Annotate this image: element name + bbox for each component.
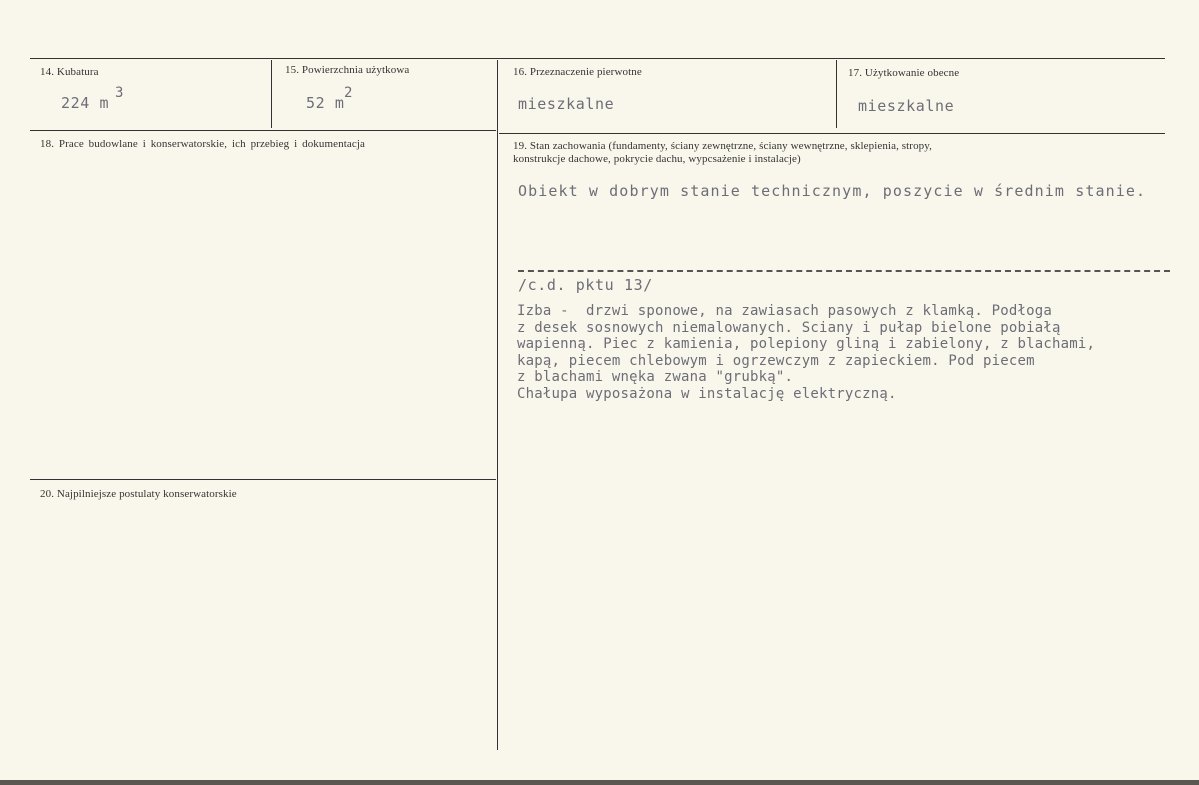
field-14-label: 14. Kubatura (40, 66, 99, 78)
field-16-value: mieszkalne (518, 95, 615, 113)
field-18-label: 18. Prace budowlane i konserwatorskie, ich przebieg i dokumentacja (40, 138, 365, 150)
row3-rule-left (30, 479, 496, 480)
divider-14-15 (271, 60, 272, 128)
continuation-heading: /c.d. pktu 13/ (518, 276, 653, 294)
field-15-value: 52 m (306, 94, 345, 112)
row2-rule-right (499, 133, 1165, 134)
dashed-separator (518, 270, 1170, 272)
divider-15-16 (497, 60, 498, 750)
field-17-label: 17. Użytkowanie obecne (848, 67, 960, 79)
divider-16-17 (836, 60, 837, 128)
card-bottom-edge (0, 780, 1199, 785)
field-19-value: Obiekt w dobrym stanie technicznym, poszycie w średnim stanie. (518, 182, 1147, 200)
continuation-text (517, 303, 1095, 402)
field-19-label-line2: konstrukcje dachowe, pokrycie dachu, wypcsażenie i instalacje) (513, 153, 801, 165)
continuation-line: kapą, piecem chlebowym i ogrzewczym z zapieckiem. Pod piecem (517, 352, 1035, 369)
continuation-line: z desek sosnowych niemalowanych. Sciany i pułap bielone pobiałą (517, 319, 1061, 336)
field-20-label: 20. Najpilniejsze postulaty konserwatorskie (40, 488, 237, 500)
field-15-label: 15. Powierzchnia użytkowa (285, 64, 410, 76)
field-14-exponent: 3 (115, 85, 124, 101)
field-17-value: mieszkalne (858, 97, 955, 115)
field-14-value: 224 m (61, 94, 110, 112)
continuation-line: z blachami wnęka zwana "grubką". (517, 369, 794, 385)
continuation-line: Izba - drzwi sponowe, na zawiasach pasowych z klamką. Podłoga (517, 303, 1052, 319)
field-15-exponent: 2 (344, 85, 353, 101)
row2-rule-left (30, 130, 496, 131)
field-19-label-line1: 19. Stan zachowania (fundamenty, ściany zewnętrzne, ściany wewnętrzne, sklepienia, stropy, (513, 140, 933, 152)
continuation-line: wapienną. Piec z kamienia, polepiony gliną i zabielony, z blachami, (517, 336, 1096, 352)
top-rule (30, 58, 1165, 59)
continuation-line: Chałupa wyposażona w instalację elektryczną. (517, 385, 897, 402)
field-16-label: 16. Przeznaczenie pierwotne (513, 66, 642, 78)
